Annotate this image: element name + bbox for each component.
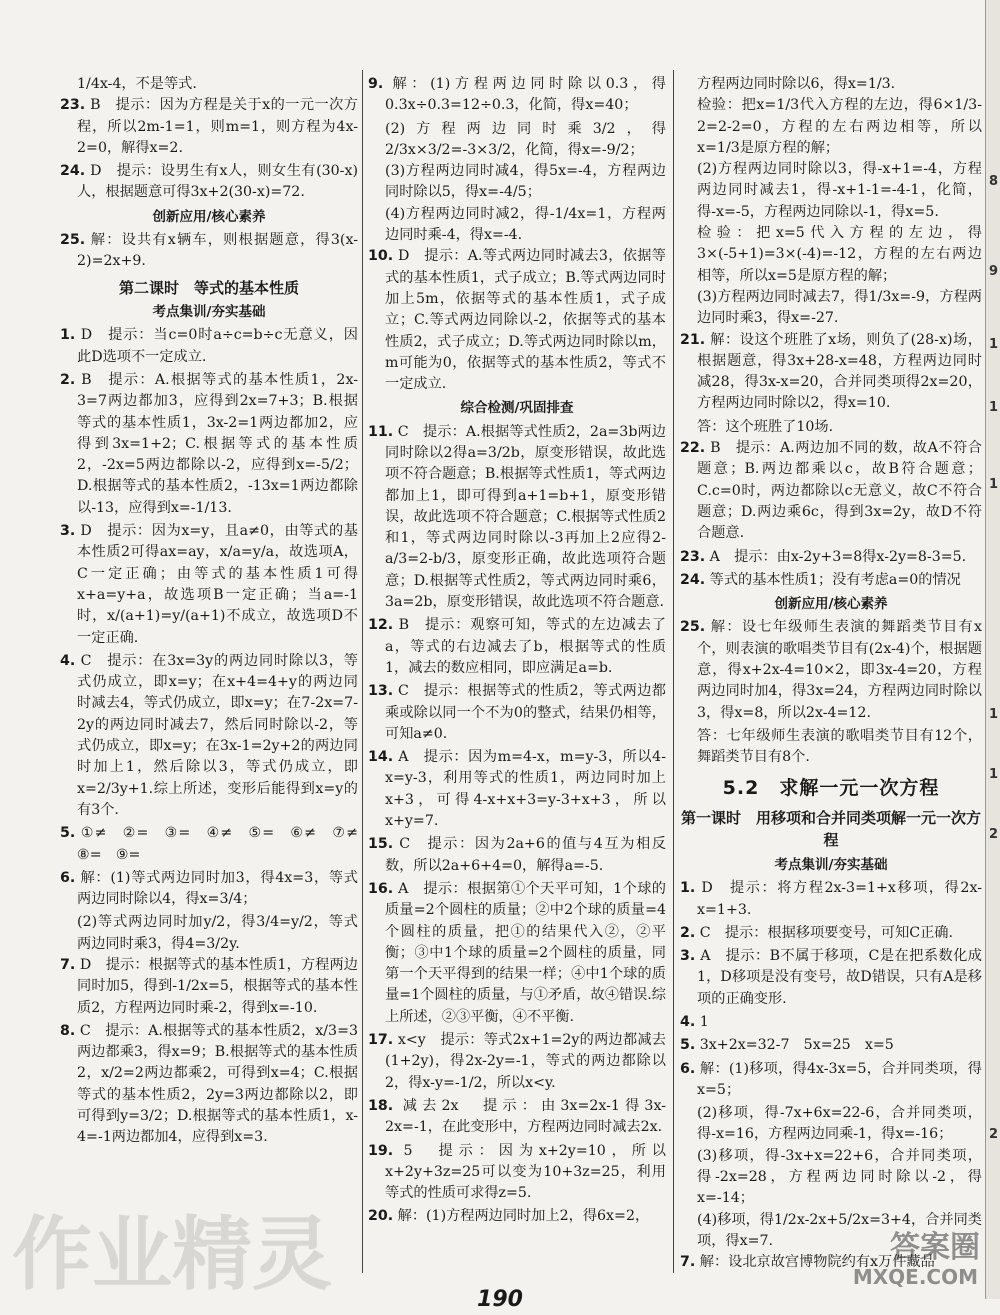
answer-6-part: (3)移项，得-3x+x=22+6，合并同类项，得-2x=28，方程两边同时除以-2，得x=-14； bbox=[697, 1147, 982, 1207]
answer-text: 解：设北京故宫博物院约有x万件藏品 bbox=[695, 1254, 935, 1271]
question-number: 24. bbox=[680, 571, 706, 588]
page-number: 190 bbox=[477, 1287, 523, 1312]
section-heading: 创新应用/核心素养 bbox=[774, 596, 888, 613]
answer-3 bbox=[680, 946, 982, 1010]
answer-text: ①≠ ②= ③= ④≠ ⑤= ⑥≠ ⑦≠ ⑧= ⑨= bbox=[75, 825, 373, 863]
question-number: 18. bbox=[368, 1097, 394, 1114]
answer-text: 解：(1)方程两边同时加上2，得6x=2， bbox=[393, 1208, 650, 1225]
answer-text: A 提示：由x-2y+3=8得x-2y=8-3=5. bbox=[705, 548, 967, 565]
answer-text: D 提示：A.等式两边同时减去3，依据等式的基本性质1，式子成立；B.等式两边同时加上5m，依据等式的基本性质1，式子成立；C.等式两边同除以-2，依据等式的基本性质2，式子成立；D.等式两边同时除以m，m可能为0，依据等式的基本性质2，等式不一定成立. bbox=[385, 248, 666, 393]
question-number: 20. bbox=[368, 1208, 394, 1225]
answer-text: 解：(1)等式两边同时加3，得4x=3，等式两边同时除以4，得x=3/4； bbox=[75, 869, 358, 908]
question-number: 16. bbox=[368, 880, 394, 897]
column-divider-1 bbox=[362, 70, 363, 1273]
answer-text: 解：设共有x辆车，则根据题意，得3(x-2)=2x+9. bbox=[77, 232, 358, 270]
answer-text: C 提示：A.根据等式的基本性质2，x/3=3两边都乘3，得x=9；B.根据等式的基本性质2，x/2=2两边都乘2，可得到x=4；C.根据等式的基本性质2，2y=3两边都除以2，即可得到y=3/2；D.根据等式的基本性质1，x-4=-1两边都加4，应得到x=3. bbox=[75, 1022, 358, 1146]
question-number: 24. bbox=[60, 163, 86, 180]
answer-1 bbox=[680, 878, 982, 921]
answer-23 bbox=[680, 547, 982, 568]
question-number: 1. bbox=[60, 327, 76, 344]
question-number: 17. bbox=[368, 1032, 394, 1049]
chapter-title: 5.2 求解一元一次方程 bbox=[722, 777, 940, 800]
section-heading: 考点集训/夯实基础 bbox=[774, 856, 888, 873]
question-number: 1. bbox=[680, 880, 696, 897]
answer-25 bbox=[680, 617, 982, 723]
question-number: 25. bbox=[60, 232, 86, 249]
question-number: 14. bbox=[368, 749, 394, 766]
answer-text: 等式的基本性质1；没有考虑a=0的情况 bbox=[705, 571, 961, 588]
answer-text: 5 提示：因为x+2y=10，所以x+2y+3z=25可以变为10+3z=25，利用等式的性质可求得z=5. bbox=[385, 1142, 666, 1202]
question-number: 19. bbox=[368, 1142, 394, 1159]
lesson-title: 第二课时 等式的基本性质 bbox=[118, 278, 299, 297]
answer-text: B 提示：A.根据等式的基本性质1，2x-3=7两边都加3，应得到2x=7+3；B.根据等式的基本性质1，3x-2=1两边都加2，应得到3x=1+2；C.根据等式的基本性质2，-2x=5两边都除以-2，应得到x=-5/2；D.根据等式的基本性质2，-13x=1两边都除以-13，应得到x=-1/13. bbox=[75, 371, 358, 516]
edge-mark: 9 bbox=[988, 264, 998, 279]
answer-text: C 提示：根据移项要变号，可知C正确. bbox=[695, 924, 953, 941]
adjacent-page-edge bbox=[985, 0, 1000, 1299]
question-number: 8. bbox=[60, 1022, 76, 1039]
edge-mark: 1 bbox=[988, 477, 998, 492]
question-number: 7. bbox=[680, 1254, 696, 1271]
answer-text: D 提示：因为x=y，且a≠0，由等式的基本性质2可得ax=ay，x/a=y/a，故选项A，C一定正确；由等式的基本性质1可得x+a=y+a，故选项B一定正确；当a=-1时，x/(a+1)=y/(a+1)不成立，故选项D不一定正确. bbox=[75, 523, 358, 646]
answer-20 bbox=[368, 1206, 666, 1227]
edge-mark: 1 bbox=[988, 767, 998, 782]
question-number: 4. bbox=[680, 1013, 696, 1030]
answer-text: C 提示：因为2a+6的值与4互为相反数，所以2a+6+4=0，解得a=-5. bbox=[385, 836, 666, 874]
answer-9-part: (2)方程两边同时乘3/2，得2/3x×3/2=-3×3/2，化简，得x=-9/2； bbox=[385, 120, 666, 158]
answer-6 bbox=[60, 868, 358, 911]
question-number: 5. bbox=[680, 1037, 696, 1054]
answer-text: C 提示：在3x=3y的两边同时除以3，等式仍成立，即x=y；在x+4=4+y的两边同时减去4，等式仍成立，即x=y；在7-2x=7-2y的两边同时减去7，然后同时除以-2，等式仍成立，即x=y；在3x-1=2y+2的两边同时加上1，然后除以3，等式仍成立，即x=2/3y+1.综上所述，变形后能得到x=y的有3个. bbox=[75, 652, 358, 818]
answer-check: 检验：把x=5代入方程的左边，得3×(-5+1)=3×(-4)=-12，方程的左右两边相等，所以x=5是原方程的解； bbox=[697, 225, 982, 284]
edge-mark: 2 bbox=[988, 827, 998, 842]
answer-check: 检验：把x=1/3代入方程的左边，得6×1/3-2=2-2=0，方程的左右两边相等，所以x=1/3是原方程的解； bbox=[697, 97, 982, 156]
question-number: 23. bbox=[60, 97, 86, 114]
question-number: 9. bbox=[368, 76, 384, 92]
answer-text: D 提示：设男生有x人，则女生有(30-x)人，根据题意可得3x+2(30-x)=72. bbox=[77, 163, 358, 201]
answer-text: 减去2x 提示：由3x=2x-1得3x-2x=-1，在此变形中，方程两边同时减去2x. bbox=[385, 1097, 666, 1136]
edge-mark: 1 bbox=[988, 400, 998, 415]
answer-6-part: (2)等式两边同时加y/2，得3/4=y/2，等式两边同时乘3，得4=3/2y. bbox=[77, 914, 358, 952]
question-number: 11. bbox=[368, 423, 394, 440]
answer-6-part: (2)移项，得-7x+6x=22-6，合并同类项，得-x=16，方程两边同乘-1，得x=-16； bbox=[697, 1105, 982, 1143]
answer-12 bbox=[368, 615, 666, 679]
answer-text: 解：(1)方程两边同时除以0.3，得0.3x÷0.3=12÷0.3，化简，得x=40； bbox=[383, 76, 666, 114]
answer-text: C 提示：A.根据等式性质2，2a=3b两边同时除以2得a=3/2b，原变形错误，故此选项不符合题意；B.根据等式性质1，等式两边都加上1，即可得到a+1=b+1，原变形错误，故此选项不符合题意；C.根据等式性质2和1，等式两边同时除以-3再加上2应得2-a/3=2-b/3，原变形正确，故此选项符合题意；D.根据等式性质2，等式两边同时乘6，3a=2b，原变形错误，故此选项不符合题意. bbox=[385, 423, 666, 611]
answer-20-part: (3)方程两边同时减去7，得1/3x=-9，方程两边同时乘3，得x=-27. bbox=[697, 288, 982, 327]
question-number: 2. bbox=[680, 924, 696, 941]
answer-20-part: (2)方程两边同时除以3，得-x+1=-4，方程两边同时减去1，得-x+1-1=-4-1，化简，得-x=-5，方程两边同除以-1，得x=5. bbox=[697, 161, 982, 220]
answer-reply: 答：七年级师生表演的歌唱类节目有12个，舞蹈类节目有8个. bbox=[697, 727, 982, 766]
answer-text: x<y 提示：等式2x+1=2y的两边都减去(1+2y)，得2x-2y=-1，等式的两边都除以2，得x-y=-1/2，所以x<y. bbox=[385, 1032, 666, 1091]
question-number: 6. bbox=[680, 1060, 696, 1077]
answer-text: B 提示：因为方程是关于x的一元一次方程，所以2m-1=1，则m=1，则方程为4x-2=0，解得x=2. bbox=[77, 97, 358, 156]
answer-17 bbox=[368, 1030, 666, 1094]
question-number: 13. bbox=[368, 683, 394, 700]
question-number: 6. bbox=[60, 869, 76, 886]
answer-21 bbox=[680, 330, 982, 415]
question-number: 21. bbox=[680, 331, 706, 348]
answer-16 bbox=[368, 879, 666, 1028]
column-divider-2 bbox=[673, 70, 674, 1273]
question-number: 25. bbox=[680, 619, 706, 636]
edge-mark: 1 bbox=[988, 337, 998, 352]
section-heading: 综合检测/巩固排查 bbox=[460, 400, 574, 417]
question-number: 7. bbox=[60, 956, 76, 973]
answer-10 bbox=[368, 246, 666, 395]
answer-9 bbox=[368, 74, 666, 117]
answer-14 bbox=[368, 747, 666, 832]
answer-6-part: (4)移项，得1/2x-2x+5/2x=3+4，合并同类项，得x=7. bbox=[697, 1211, 982, 1249]
question-number: 22. bbox=[680, 440, 706, 457]
answer-23 bbox=[60, 95, 358, 159]
answer-15 bbox=[368, 834, 666, 877]
lesson-title: 第一课时 用移项和合并同类项解一元一次方程 bbox=[680, 808, 981, 850]
question-number: 23. bbox=[680, 548, 706, 565]
answer-8 bbox=[60, 1021, 358, 1149]
answer-text: D 提示：根据等式的基本性质1，方程两边同时加5，得到-1/2x=5，根据等式的基本性质2，方程两边同时乘-2，得到x=-10. bbox=[75, 956, 358, 1016]
answer-9-part: (4)方程两边同时减2，得-1/4x=1，方程两边同时乘-4，得x=-4. bbox=[385, 205, 666, 244]
answer-text: A 提示：因为m=4-x，m=y-3，所以4-x=y-3，利用等式的性质1，两边同时加上x+3，可得4-x+x+3=y-3+x+3，所以x+y=7. bbox=[385, 749, 666, 830]
edge-mark: 8 bbox=[988, 174, 998, 189]
answer-24 bbox=[60, 161, 358, 204]
watermark-logo: 答案圈 bbox=[890, 1230, 980, 1265]
answer-text: B 提示：观察可知，等式的左边减去了a，等式的右边减去了b，根据等式的性质1，减去的数应相同，即应满足a=b. bbox=[385, 617, 666, 676]
answer-25 bbox=[60, 230, 358, 273]
answer-1 bbox=[60, 325, 358, 368]
watermark-url: MXQE.COM bbox=[852, 1265, 978, 1289]
answer-13 bbox=[368, 681, 666, 745]
answer-text: A 提示：根据第①个天平可知，1个球的质量=2个圆柱的质量；②中2个球的质量=4个圆柱的质量，把①的结果代入②，②平衡；③中1个球的质量=2个圆柱的质量，同第一个天平得到的结果一样；④中1个球的质量=1个圆柱的质量，与①矛盾，故④错误.综上所述，②③平衡，④不平衡. bbox=[385, 880, 666, 1025]
answer-18 bbox=[368, 1096, 666, 1139]
answer-line: 方程两边同时除以6，得x=1/3. bbox=[697, 76, 896, 92]
answer-5 bbox=[680, 1035, 982, 1056]
answer-3 bbox=[60, 521, 358, 649]
answer-5 bbox=[60, 823, 373, 866]
answer-19 bbox=[368, 1141, 666, 1205]
answer-4 bbox=[680, 1012, 982, 1033]
answer-reply: 答：这个班胜了10场. bbox=[697, 418, 834, 435]
answer-24 bbox=[680, 570, 982, 591]
watermark-left: 作业精灵 bbox=[12, 1208, 332, 1301]
answer-2 bbox=[60, 370, 358, 519]
answer-9-part: (3)方程两边同时减4，得5x=-4，方程两边同时除以5，得x=-4/5； bbox=[385, 163, 666, 201]
answer-text: 3x+2x=32-7 5x=25 x=5 bbox=[695, 1037, 894, 1054]
answer-text: D 提示：当c=0时a÷c=b÷c无意义，因此D选项不一定成立. bbox=[75, 327, 358, 365]
answer-column-2 bbox=[368, 74, 666, 1230]
question-number: 3. bbox=[60, 523, 76, 540]
answer-11 bbox=[368, 422, 666, 614]
answer-2 bbox=[680, 923, 982, 944]
answer-text: 解：(1)移项，得4x-3x=5，合并同类项，得x=5； bbox=[695, 1060, 982, 1098]
answer-text: 1 bbox=[695, 1013, 709, 1030]
question-number: 15. bbox=[368, 836, 394, 853]
answer-line: 1/4x-4，不是等式. bbox=[77, 76, 197, 92]
question-number: 2. bbox=[60, 371, 76, 388]
question-number: 12. bbox=[368, 617, 394, 634]
question-number: 5. bbox=[60, 825, 76, 842]
answer-text: 解：设七年级师生表演的舞蹈类节目有x个，则表演的歌唱类节目有(2x-4)个，根据题意，得x+2x-4=10×2，即3x-4=20，方程两边同时加4，得3x=24，方程两边同时除以3，得x=8，所以2x-4=12. bbox=[697, 619, 982, 721]
question-number: 10. bbox=[368, 248, 394, 265]
question-number: 3. bbox=[680, 948, 696, 965]
question-number: 4. bbox=[60, 652, 76, 669]
answer-column-1 bbox=[60, 74, 373, 1151]
answer-text: A 提示：B不属于移项，C是在把系数化成1，D移项是没有变号，故D错误，只有A是移项的正确变形. bbox=[695, 948, 982, 1007]
answer-22 bbox=[680, 438, 982, 544]
answer-text: B 提示：A.两边加不同的数，故A不符合题意；B.两边都乘以c，故B符合题意；C.c=0时，两边都除以c无意义，故C不符合题意；D.两边乘6c，得到3x=2y，故D不符合题意. bbox=[697, 440, 982, 542]
edge-mark: 1 bbox=[988, 707, 998, 722]
answer-7 bbox=[60, 955, 358, 1019]
answer-text: 解：设这个班胜了x场，则负了(28-x)场，根据题意，得3x+28-x=48，方程两边同时减28，得3x-x=20，合并同类项得2x=20，方程两边同时除以2，得x=10. bbox=[697, 331, 982, 412]
section-heading: 创新应用/核心素养 bbox=[152, 208, 266, 225]
answer-text: C 提示：根据等式的性质2，等式两边都乘或除以同一个不为0的整式，结果仍相等，可知a≠0. bbox=[385, 683, 666, 742]
answer-6 bbox=[680, 1059, 982, 1102]
edge-mark: 2 bbox=[988, 1127, 998, 1142]
answer-text: D 提示：将方程2x-3=1+x移项，得2x-x=1+3. bbox=[695, 880, 982, 918]
answer-column-3 bbox=[680, 74, 982, 1276]
section-heading: 考点集训/夯实基础 bbox=[152, 304, 266, 321]
answer-4 bbox=[60, 651, 358, 821]
